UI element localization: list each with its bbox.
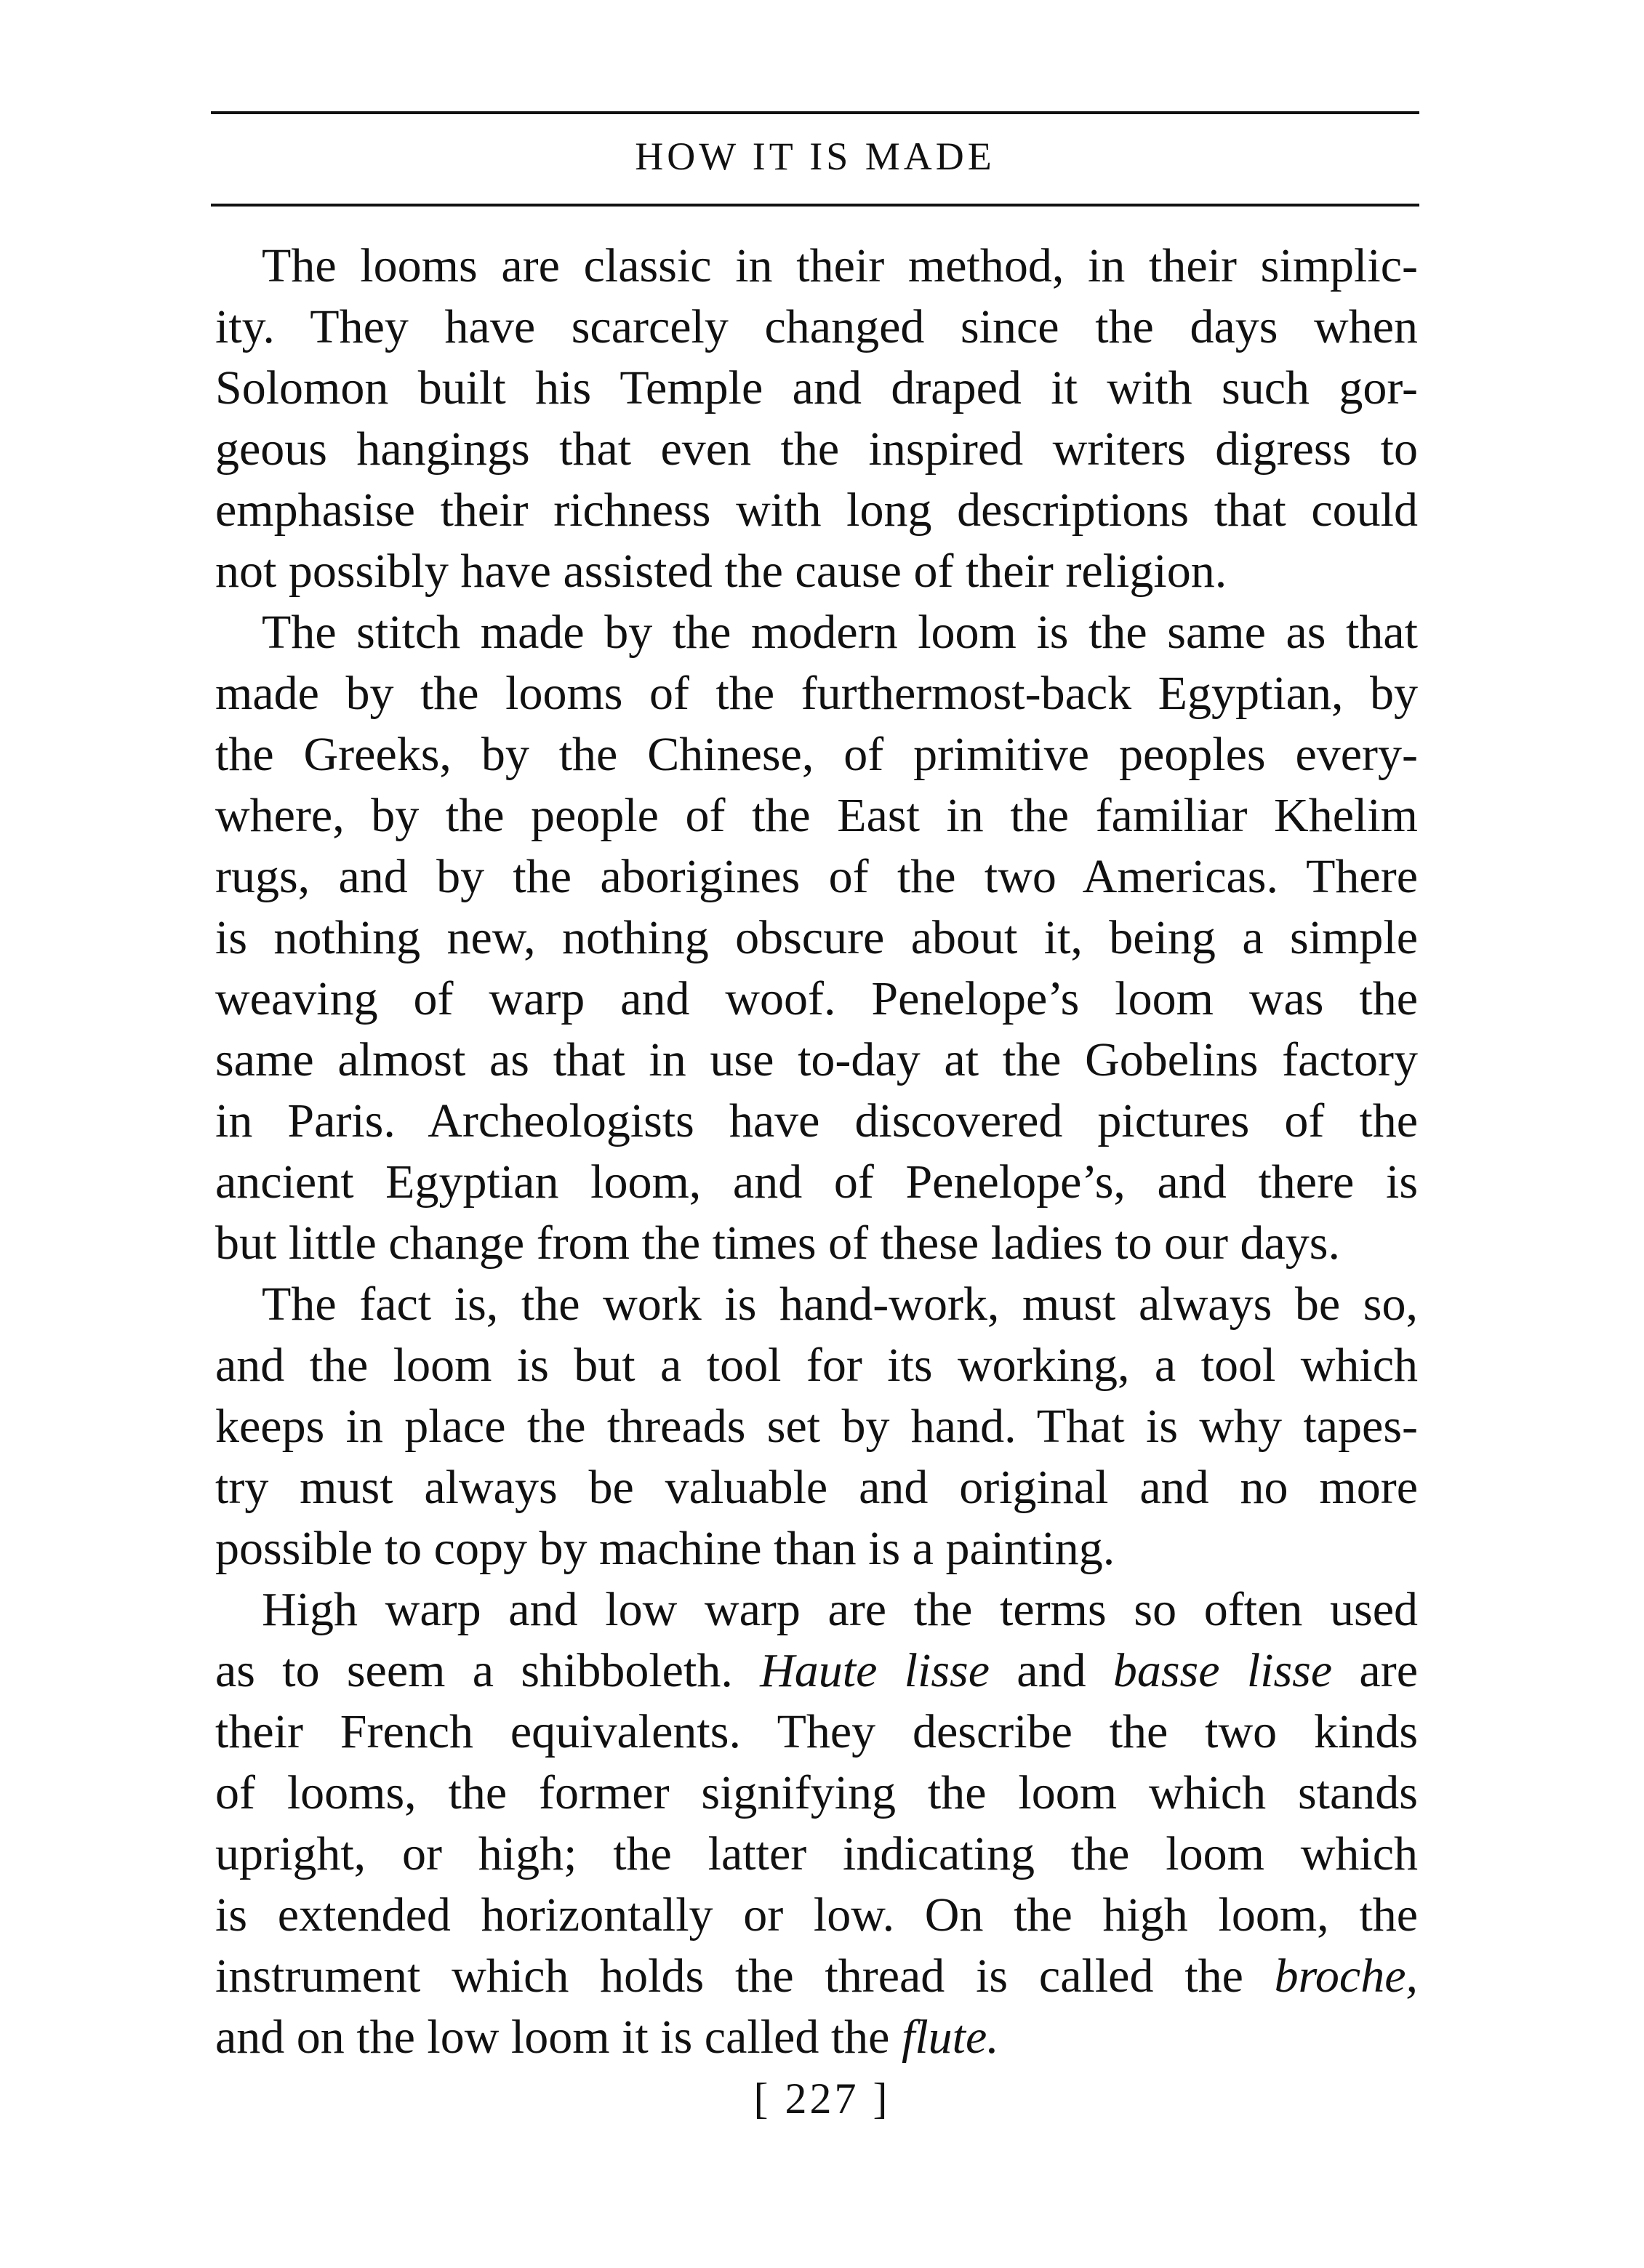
- header-rule: [211, 204, 1419, 207]
- page-number: [ 227 ]: [753, 2075, 891, 2123]
- text-run: of looms, the former signifying the loom which stands: [215, 1766, 1418, 1819]
- text-run: High warp and low warp are the terms so often used: [262, 1583, 1418, 1636]
- text-line: is nothing new, nothing obscure about it, being a simple: [215, 911, 1418, 964]
- text-run: upright, or high; the latter indicating the loom which: [215, 1827, 1418, 1880]
- text-line: The fact is, the work is hand-work, must always be so,: [262, 1278, 1418, 1331]
- text-line: rugs, and by the aborigines of the two Americas. There: [215, 850, 1418, 903]
- text-run: and: [990, 1644, 1113, 1697]
- paragraph-1: [215, 236, 1418, 602]
- text-line: [215, 1885, 1418, 1946]
- text-line: same almost as that in use to-day at the Gobelins factory: [215, 1033, 1418, 1086]
- text-line: emphasise their richness with long descriptions that could: [215, 484, 1418, 537]
- text-line: possible to copy by machine than is a painting.: [215, 1522, 1115, 1575]
- text-line: try must always be valuable and original and no more: [215, 1461, 1418, 1514]
- text-line: The stitch made by the modern loom is the same as that: [262, 606, 1418, 659]
- running-head: HOW IT IS MADE: [635, 135, 995, 178]
- text-run: is extended horizontally or low. On the high loom, the: [215, 1888, 1418, 1942]
- text-line: keeps in place the threads set by hand. That is why tapes-: [215, 1400, 1418, 1453]
- paragraph-2: [215, 602, 1418, 1274]
- italic-term: broche,: [1274, 1950, 1418, 2003]
- body-text: [215, 236, 1418, 2068]
- text-line: ity. They have scarcely changed since the days when: [215, 300, 1418, 353]
- text-run: as to seem a shibboleth.: [215, 1644, 761, 1697]
- text-line: ancient Egyptian loom, and of Penelope’s, and there is: [215, 1155, 1418, 1209]
- italic-term: basse lisse: [1112, 1644, 1333, 1697]
- text-line: and the loom is but a tool for its working, a tool which: [215, 1339, 1418, 1392]
- top-rule: [211, 111, 1419, 114]
- text-run: are: [1332, 1644, 1418, 1697]
- text-line: made by the looms of the furthermost-back Egyptian, by: [215, 667, 1418, 720]
- text-line: The looms are classic in their method, in their simplic-: [262, 239, 1418, 292]
- text-line: but little change from the times of these ladies to our days.: [215, 1217, 1340, 1270]
- paragraph-4: [215, 1579, 1418, 2068]
- text-line: the Greeks, by the Chinese, of primitive peoples every-: [215, 728, 1418, 781]
- text-line: [215, 2007, 1418, 2068]
- text-run: instrument which holds the thread is called the: [215, 1950, 1275, 2003]
- text-line: [215, 1640, 1418, 1702]
- text-line: in Paris. Archeologists have discovered pictures of the: [215, 1094, 1418, 1147]
- text-run: and on the low loom it is called the: [215, 2011, 902, 2064]
- text-line: [215, 1946, 1418, 2007]
- text-run: their French equivalents. They describe the two kinds: [215, 1705, 1418, 1758]
- text-line: Solomon built his Temple and draped it with such gor-: [215, 361, 1418, 414]
- text-line: [215, 1824, 1418, 1885]
- text-line: geous hangings that even the inspired writers digress to: [215, 422, 1418, 476]
- text-line: not possibly have assisted the cause of their religion.: [215, 545, 1227, 598]
- text-line: [215, 1763, 1418, 1824]
- text-line: weaving of warp and woof. Penelope’s loom was the: [215, 972, 1418, 1025]
- italic-term: flute.: [901, 2011, 999, 2064]
- text-line: [215, 1579, 1418, 1640]
- paragraph-3: [215, 1274, 1418, 1579]
- text-line: [215, 1702, 1418, 1763]
- italic-term: Haute lisse: [760, 1644, 990, 1697]
- text-line: where, by the people of the East in the familiar Khelim: [215, 789, 1418, 842]
